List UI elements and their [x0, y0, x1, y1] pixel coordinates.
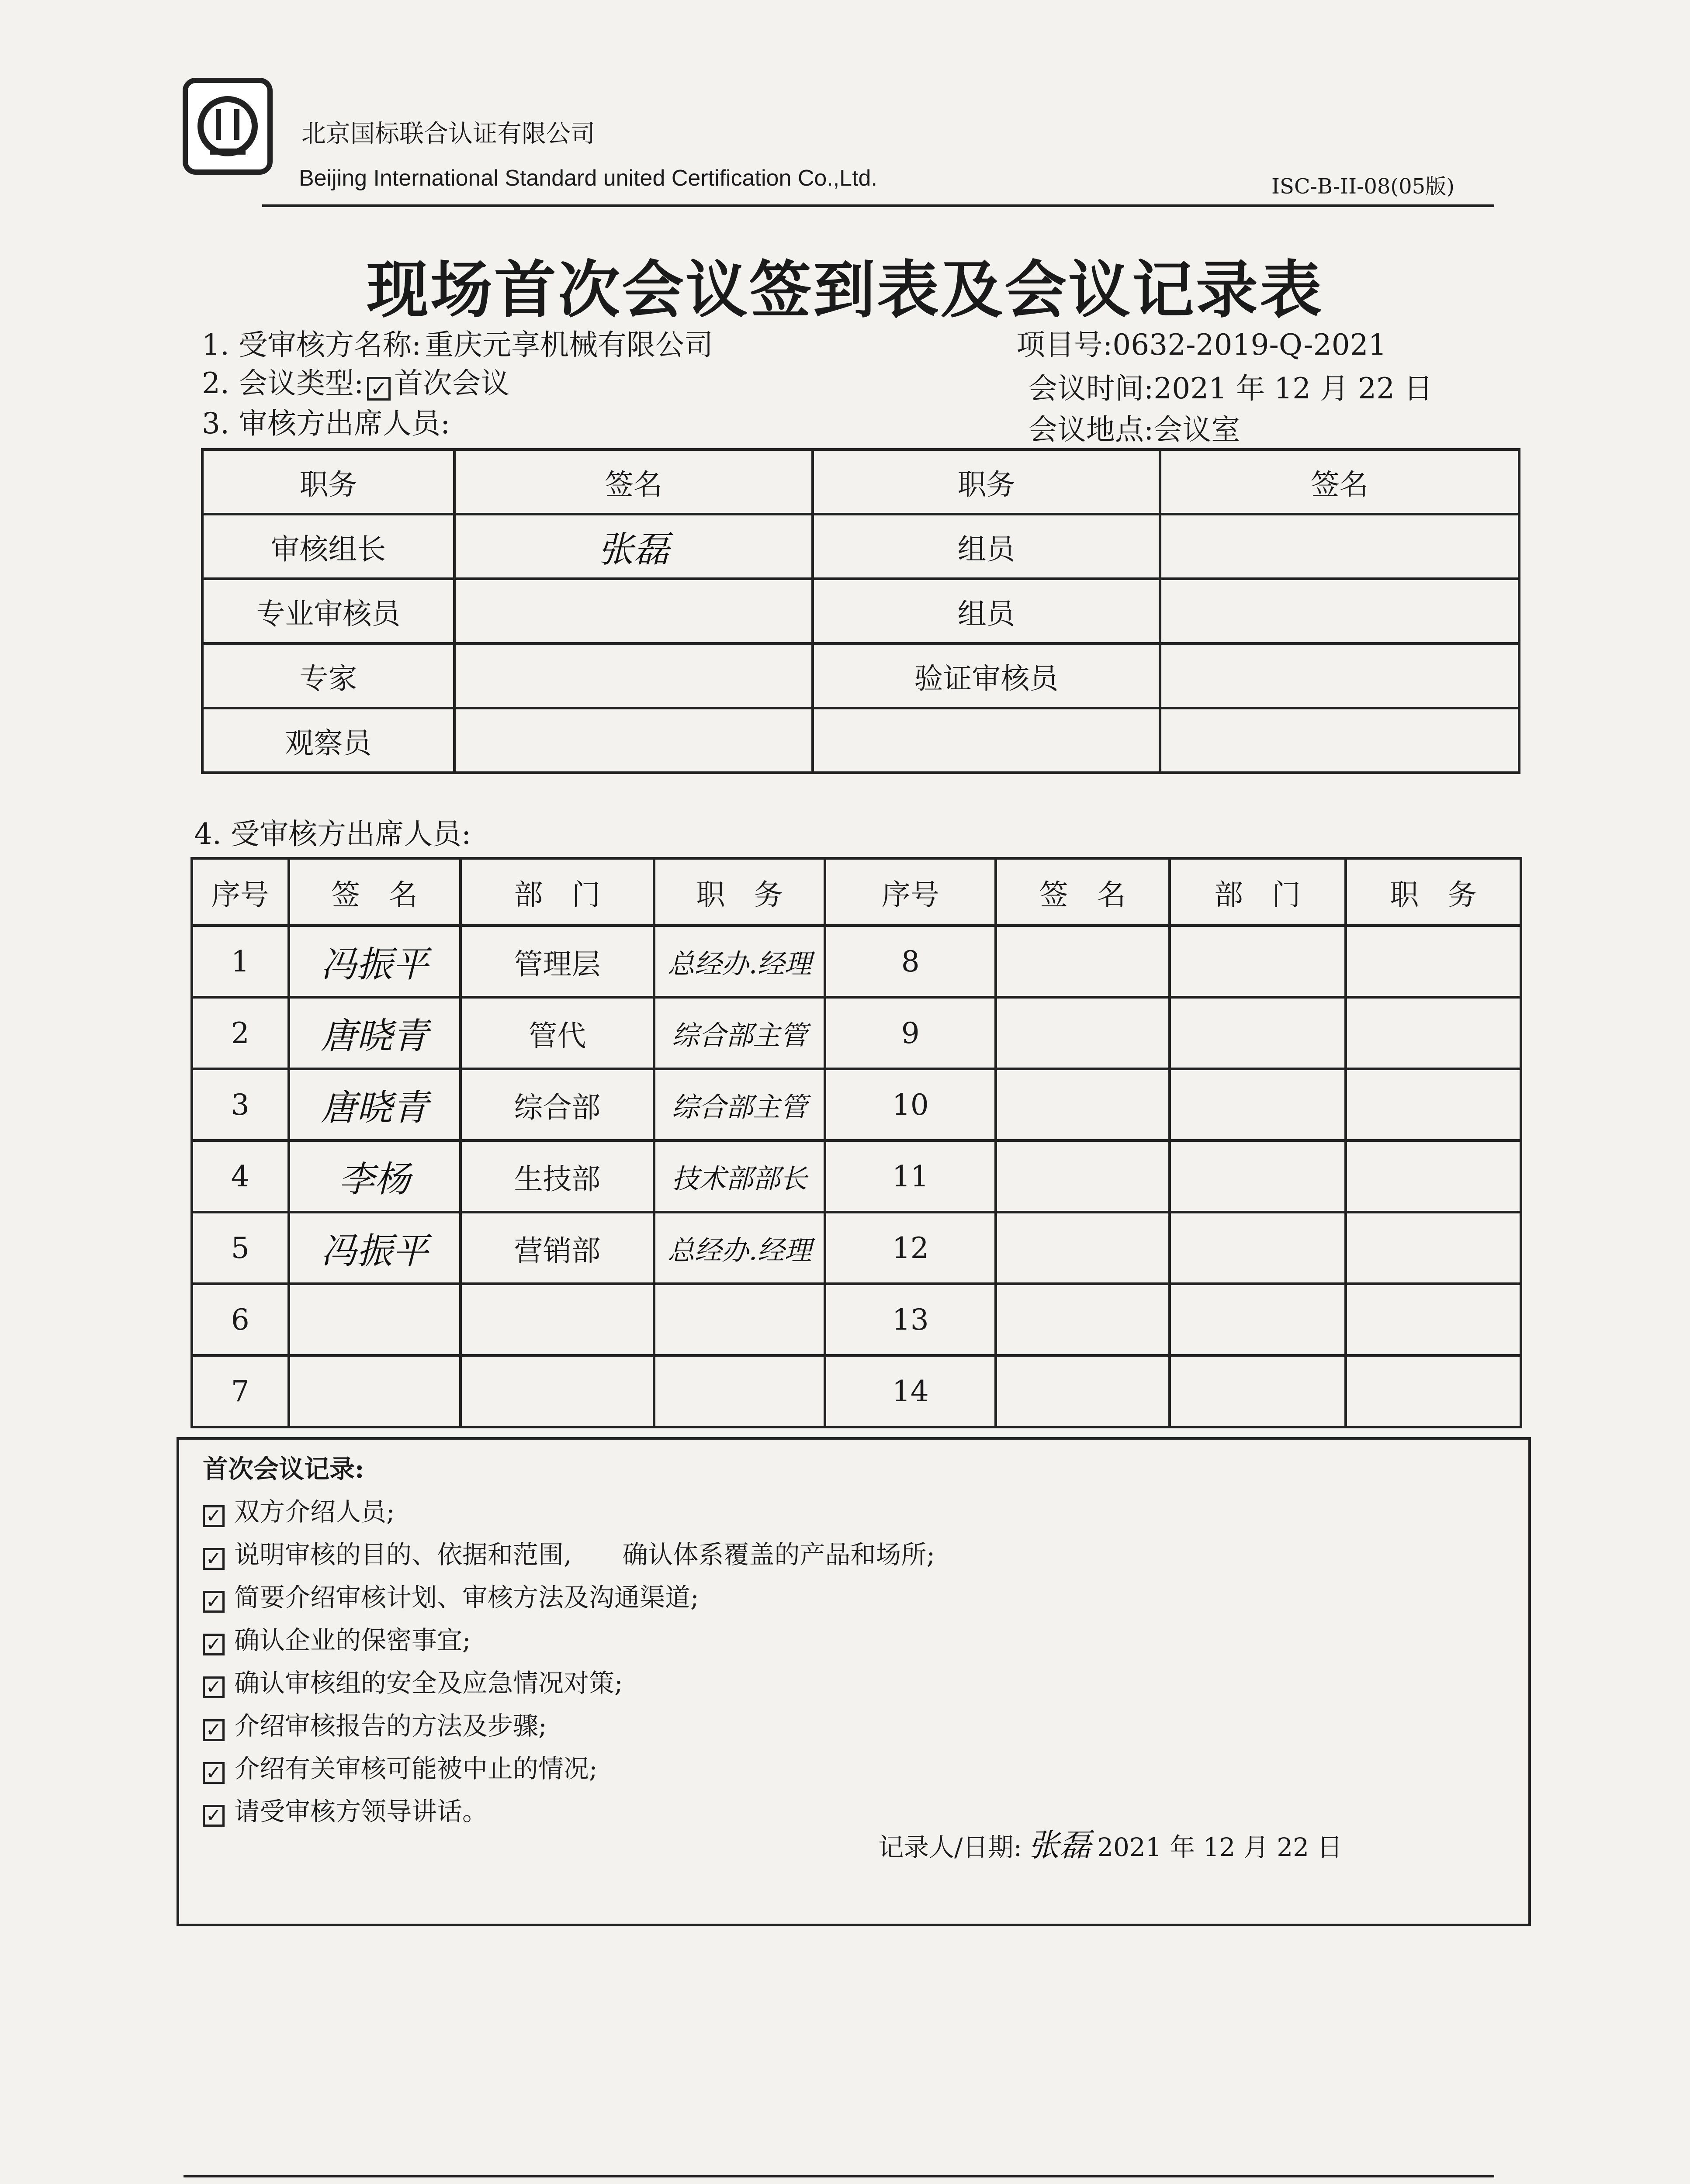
- signature-cell: 唐晓青: [289, 1069, 461, 1140]
- minutes-item-text: 介绍审核报告的方法及步骤;: [234, 1711, 547, 1741]
- position-cell: [1346, 1212, 1521, 1284]
- role-cell: 组员: [813, 579, 1160, 643]
- seq-cell: 5: [192, 1212, 289, 1284]
- minutes-title: 首次会议记录:: [203, 1454, 364, 1484]
- company-logo-icon: [183, 78, 273, 175]
- department-cell: [1170, 1212, 1346, 1284]
- minutes-item-text: 说明审核的目的、依据和范围, 确认体系覆盖的产品和场所;: [234, 1540, 935, 1569]
- department-cell: [461, 1355, 654, 1427]
- signature-cell: [996, 1069, 1169, 1140]
- header-cell: 签 名: [289, 858, 461, 926]
- table-row: [202, 643, 1519, 708]
- form-code: ISC-B-II-08(05版): [1271, 174, 1455, 199]
- footer-divider: [184, 2175, 1494, 2177]
- minutes-item-text: 确认企业的保密事宜;: [234, 1625, 471, 1655]
- check-icon: ✓: [203, 1719, 225, 1741]
- role-cell: [813, 708, 1160, 773]
- position-cell: 综合部主管: [654, 1069, 825, 1140]
- signature-cell: [996, 1140, 1169, 1212]
- meeting-type-line: [202, 360, 509, 401]
- auditee-attendance-table: [190, 857, 1522, 1428]
- signature-cell: [996, 1212, 1169, 1284]
- seq-cell: 6: [192, 1284, 289, 1355]
- signature-cell: 张磊: [454, 514, 813, 579]
- signature-cell: 唐晓青: [289, 997, 461, 1069]
- department-cell: [1170, 926, 1346, 997]
- signature-cell: [996, 1355, 1169, 1427]
- table-row: [192, 926, 1521, 997]
- position-cell: [1346, 1069, 1521, 1140]
- table-row: [192, 1069, 1521, 1140]
- meeting-time-value: 2021 年 12 月 22 日: [1153, 372, 1433, 405]
- table-row: [192, 1355, 1521, 1427]
- project-number-line: [1016, 321, 1387, 363]
- position-cell: [654, 1355, 825, 1427]
- header-cell: 职 务: [654, 858, 825, 926]
- signature-cell: [454, 579, 813, 643]
- recorder-label: 记录人/日期:: [878, 1832, 1022, 1862]
- seq-cell: 10: [825, 1069, 996, 1140]
- signature-cell: [996, 1284, 1169, 1355]
- department-cell: [1170, 1284, 1346, 1355]
- meeting-time-line: [1029, 365, 1433, 407]
- minutes-item-text: 双方介绍人员;: [234, 1497, 395, 1527]
- department-cell: [461, 1284, 654, 1355]
- department-cell: 营销部: [461, 1212, 654, 1284]
- signature-cell: [1160, 579, 1519, 643]
- minutes-item: [203, 1491, 395, 1528]
- position-cell: [1346, 1284, 1521, 1355]
- signature-cell: [289, 1284, 461, 1355]
- signature-cell: [996, 997, 1169, 1069]
- minutes-item: [203, 1534, 935, 1571]
- table-row: [192, 1140, 1521, 1212]
- table-row: [202, 708, 1519, 773]
- project-number-label: 项目号:: [1016, 328, 1113, 362]
- position-cell: 技术部部长: [654, 1140, 825, 1212]
- role-cell: 专业审核员: [202, 579, 454, 643]
- check-icon: ✓: [203, 1762, 225, 1784]
- seq-cell: 11: [825, 1140, 996, 1212]
- header-cell: 序号: [192, 858, 289, 926]
- meeting-place-label: 会议地点:: [1029, 413, 1154, 446]
- position-cell: [1346, 997, 1521, 1069]
- meeting-minutes-box: [177, 1437, 1531, 1926]
- seq-cell: 3: [192, 1069, 289, 1140]
- check-icon: ✓: [203, 1548, 225, 1570]
- check-icon: ✓: [203, 1676, 225, 1698]
- table-header-row: [192, 858, 1521, 926]
- minutes-item-text: 介绍有关审核可能被中止的情况;: [234, 1754, 598, 1783]
- department-cell: 管理层: [461, 926, 654, 997]
- role-cell: 组员: [813, 514, 1160, 579]
- minutes-item-text: 确认审核组的安全及应急情况对策;: [234, 1668, 623, 1698]
- recorder-date: 2021 年 12 月 22 日: [1097, 1832, 1343, 1862]
- header-cell: 签 名: [996, 858, 1169, 926]
- signature-cell: [996, 926, 1169, 997]
- signature-cell: [454, 708, 813, 773]
- auditee-name-label: 1. 受审核方名称:: [202, 328, 422, 362]
- seq-cell: 4: [192, 1140, 289, 1212]
- table-row: [192, 1212, 1521, 1284]
- recorder-signature: 张磊: [1028, 1827, 1091, 1863]
- position-cell: [1346, 1140, 1521, 1212]
- header-cell: 序号: [825, 858, 996, 926]
- table-row: [192, 1284, 1521, 1355]
- signature-cell: [454, 643, 813, 708]
- header-cell: 部 门: [461, 858, 654, 926]
- minutes-item: [203, 1748, 598, 1785]
- header-divider: [262, 204, 1494, 207]
- signature-cell: [1160, 708, 1519, 773]
- position-cell: [654, 1284, 825, 1355]
- header-cell: 职务: [813, 449, 1160, 514]
- signature-cell: [289, 1355, 461, 1427]
- table-header-row: [202, 449, 1519, 514]
- table-row: [202, 514, 1519, 579]
- position-cell: [1346, 926, 1521, 997]
- role-cell: 观察员: [202, 708, 454, 773]
- position-cell: 总经办.经理: [654, 1212, 825, 1284]
- check-icon: ✓: [203, 1634, 225, 1655]
- signature-cell: 冯振平: [289, 1212, 461, 1284]
- signature-cell: [1160, 514, 1519, 579]
- auditee-name-value: 重庆元享机械有限公司: [425, 328, 713, 362]
- signature-cell: 李杨: [289, 1140, 461, 1212]
- minutes-item: [203, 1662, 623, 1699]
- minutes-item: [203, 1620, 471, 1656]
- seq-cell: 7: [192, 1355, 289, 1427]
- company-name-cn: 北京国标联合认证有限公司: [301, 120, 595, 148]
- minutes-item: [203, 1705, 547, 1742]
- minutes-item: [203, 1577, 699, 1614]
- role-cell: 验证审核员: [813, 643, 1160, 708]
- table-row: [202, 579, 1519, 643]
- company-name-en: Beijing International Standard united Certification Co.,Ltd.: [299, 166, 877, 191]
- header-cell: 职务: [202, 449, 454, 514]
- meeting-type-value: 首次会议: [394, 366, 510, 400]
- role-cell: 专家: [202, 643, 454, 708]
- meeting-type-label: 2. 会议类型:: [202, 366, 364, 400]
- header-cell: 签名: [454, 449, 813, 514]
- department-cell: [1170, 1355, 1346, 1427]
- seq-cell: 8: [825, 926, 996, 997]
- auditor-attendance-table: [201, 448, 1520, 774]
- minutes-item-text: 请受审核方领导讲话。: [234, 1797, 488, 1826]
- auditee-attendees-label: 4. 受审核方出席人员:: [194, 817, 471, 851]
- seq-cell: 14: [825, 1355, 996, 1427]
- check-icon: ✓: [203, 1805, 225, 1827]
- table-row: [192, 997, 1521, 1069]
- meeting-place-value: 会议室: [1153, 413, 1240, 446]
- signature-cell: 冯振平: [289, 926, 461, 997]
- meeting-place-line: [1029, 406, 1240, 448]
- check-icon: ✓: [367, 377, 391, 401]
- header-cell: 签名: [1160, 449, 1519, 514]
- auditor-attendees-label: 3. 审核方出席人员:: [202, 407, 450, 440]
- department-cell: [1170, 1069, 1346, 1140]
- recorder-line: [878, 1820, 1343, 1865]
- department-cell: [1170, 997, 1346, 1069]
- auditee-name-line: [202, 321, 713, 363]
- position-cell: 总经办.经理: [654, 926, 825, 997]
- department-cell: 综合部: [461, 1069, 654, 1140]
- seq-cell: 1: [192, 926, 289, 997]
- role-cell: 审核组长: [202, 514, 454, 579]
- position-cell: 综合部主管: [654, 997, 825, 1069]
- check-icon: ✓: [203, 1505, 225, 1527]
- position-cell: [1346, 1355, 1521, 1427]
- project-number-value: 0632-2019-Q-2021: [1112, 328, 1387, 362]
- department-cell: 生技部: [461, 1140, 654, 1212]
- department-cell: 管代: [461, 997, 654, 1069]
- department-cell: [1170, 1140, 1346, 1212]
- seq-cell: 13: [825, 1284, 996, 1355]
- seq-cell: 9: [825, 997, 996, 1069]
- minutes-item-text: 简要介绍审核计划、审核方法及沟通渠道;: [234, 1583, 699, 1612]
- signature-cell: [1160, 643, 1519, 708]
- seq-cell: 12: [825, 1212, 996, 1284]
- meeting-time-label: 会议时间:: [1029, 372, 1154, 405]
- minutes-item: [203, 1791, 488, 1828]
- page-title: 现场首次会议签到表及会议记录表: [367, 254, 1323, 326]
- seq-cell: 2: [192, 997, 289, 1069]
- check-icon: ✓: [203, 1591, 225, 1613]
- header-cell: 职 务: [1346, 858, 1521, 926]
- header-cell: 部 门: [1170, 858, 1346, 926]
